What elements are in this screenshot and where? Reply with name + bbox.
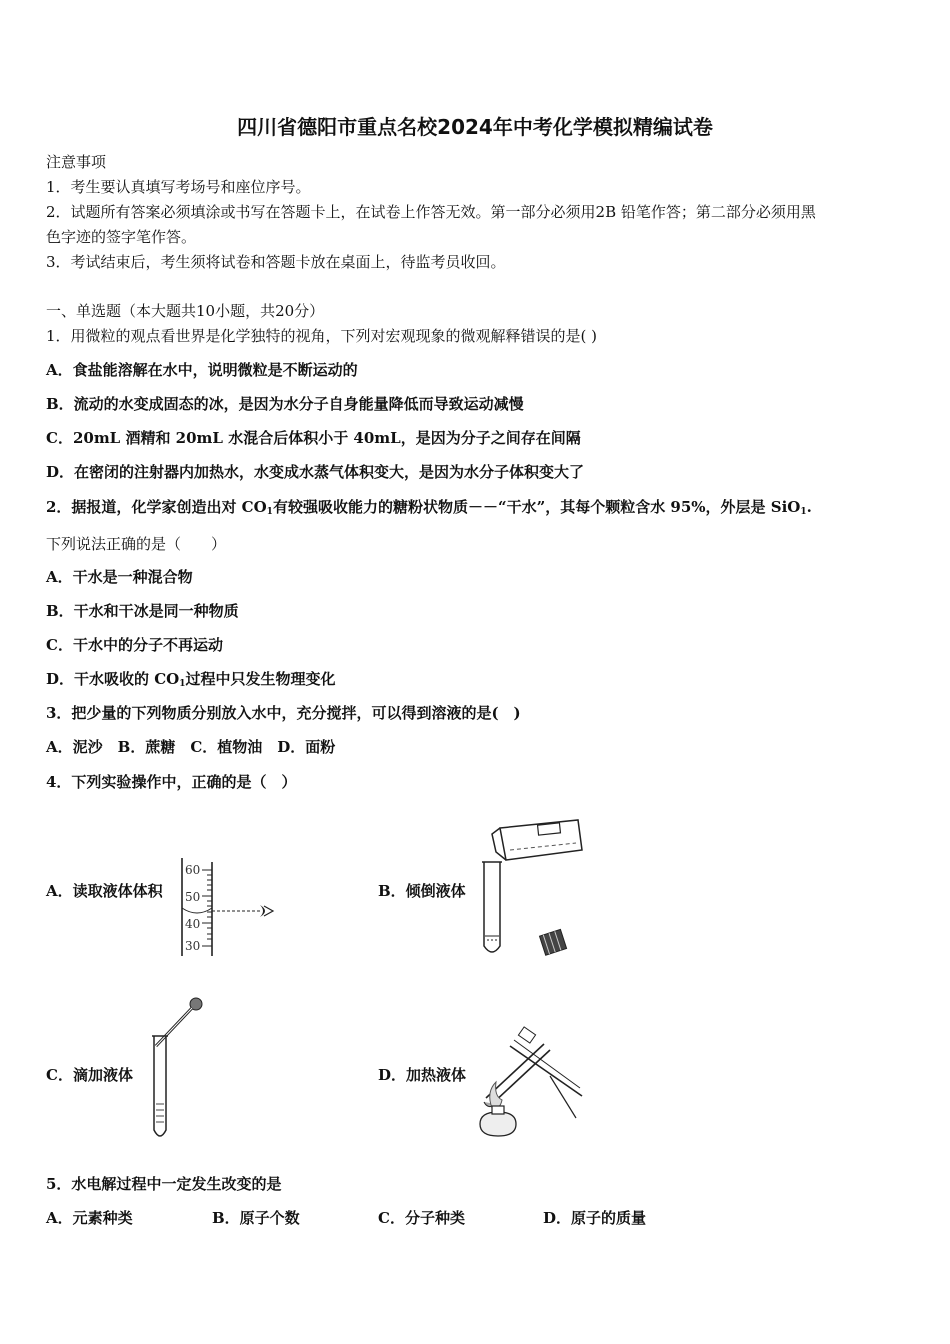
notice-item: 1．考生要认真填写考场号和座位序号。 [46, 178, 311, 196]
notice-item: 色字迹的签字笔作答。 [46, 228, 197, 246]
q2-subscript: 1 [266, 507, 273, 517]
q1-option-b: B．流动的水变成固态的冰，是因为水分子自身能量降低而导致运动减慢 [46, 395, 524, 413]
test-tube-holder [514, 1040, 580, 1088]
q2-option-c: C．干水中的分子不再运动 [46, 636, 223, 654]
q4-option-d: D．加热液体 [378, 1066, 467, 1084]
eye-outline-icon [264, 906, 273, 916]
holder-clamp [518, 1027, 535, 1043]
dropper-tube-inner [156, 1008, 192, 1046]
pouring-liquid-drawing [478, 816, 588, 962]
tick-label-60: 60 [185, 863, 201, 877]
exam-title: 四川省德阳市重点名校2024年中考化学模拟精编试卷 [237, 115, 713, 139]
question-2-stem-2: 下列说法正确的是（ ） [46, 535, 227, 553]
question-4-stem: 4．下列实验操作中，正确的是（ ） [46, 773, 297, 791]
notice-item: 2．试题所有答案必须填涂或书写在答题卡上，在试卷上作答无效。第一部分必须用2B 铅笔作答；第二部分必须用黑 [46, 203, 816, 221]
heating-liquid-figure [470, 1024, 586, 1140]
question-2-stem [46, 497, 812, 517]
lamp-neck [492, 1106, 504, 1114]
dropping-liquid-drawing [146, 996, 210, 1142]
q2-option-d-part: D．干水吸收的 CO [46, 670, 180, 688]
notice-heading: 注意事项 [46, 153, 107, 171]
q5-option-a: A．元素种类 [46, 1209, 133, 1227]
test-tube [154, 1036, 166, 1136]
q2-stem-part: 2．据报道，化学家创造出对 CO [46, 498, 267, 516]
q2-option-a: A．干水是一种混合物 [46, 568, 193, 586]
q2-option-d-part: 过程中只发生物理变化 [185, 670, 336, 688]
question-1-stem: 1．用微粒的观点看世界是化学独特的视角，下列对宏观现象的微观解释错误的是( ) [46, 327, 598, 345]
alcohol-lamp [480, 1112, 516, 1136]
graduated-cylinder-drawing [176, 856, 280, 960]
q5-option-d: D．原子的质量 [543, 1209, 647, 1227]
question-5-stem: 5．水电解过程中一定发生改变的是 [46, 1175, 282, 1193]
pouring-liquid-figure [478, 816, 588, 962]
notice-item: 3．考试结束后，考生须将试卷和答题卡放在桌面上，待监考员收回。 [46, 253, 506, 271]
q4-option-a: A．读取液体体积 [46, 882, 163, 900]
bottle-label [538, 823, 561, 835]
tick-label-50: 50 [185, 890, 201, 904]
test-tube [484, 862, 500, 952]
q2-option-b: B．干水和干冰是同一种物质 [46, 602, 239, 620]
bottle-stopper [539, 929, 566, 955]
q4-option-b: B．倾倒液体 [378, 882, 466, 900]
q2-stem-part: . [806, 498, 812, 516]
dropping-liquid-figure [146, 996, 210, 1142]
q2-option-d [46, 669, 336, 689]
tube-liquid [156, 1104, 164, 1122]
q5-option-c: C．分子种类 [378, 1209, 465, 1227]
tick-label-30: 30 [185, 939, 201, 953]
test-tube [492, 1050, 550, 1104]
q1-option-d: D．在密闭的注射器内加热水，水变成水蒸气体积变大，是因为水分子体积变大了 [46, 463, 585, 481]
q1-option-a: A．食盐能溶解在水中，说明微粒是不断运动的 [46, 361, 358, 379]
tick-label-40: 40 [185, 917, 201, 931]
question-3-stem: 3．把少量的下列物质分别放入水中，充分搅拌，可以得到溶液的是( ) [46, 704, 521, 722]
q4-option-c: C．滴加液体 [46, 1066, 133, 1084]
q2-stem-part: 有较强吸收能力的糖粉状物质－－“干水”，其每个颗粒含水 95%，外层是 SiO [272, 498, 801, 516]
section-heading: 一、单选题（本大题共10小题，共20分） [46, 302, 325, 320]
q2-subscript: 1 [800, 507, 807, 517]
flame-icon [490, 1082, 502, 1108]
q2-subscript: 1 [179, 679, 186, 689]
heating-liquid-drawing [470, 1024, 586, 1140]
stopper-body [539, 929, 566, 955]
q5-option-b: B．原子个数 [212, 1209, 300, 1227]
graduated-cylinder-figure [176, 856, 280, 960]
q3-options: A．泥沙 B．蔗糖 C．植物油 D．面粉 [46, 738, 336, 756]
q1-option-c: C．20mL 酒精和 20mL 水混合后体积小于 40mL，是因为分子之间存在间隔 [46, 429, 581, 447]
